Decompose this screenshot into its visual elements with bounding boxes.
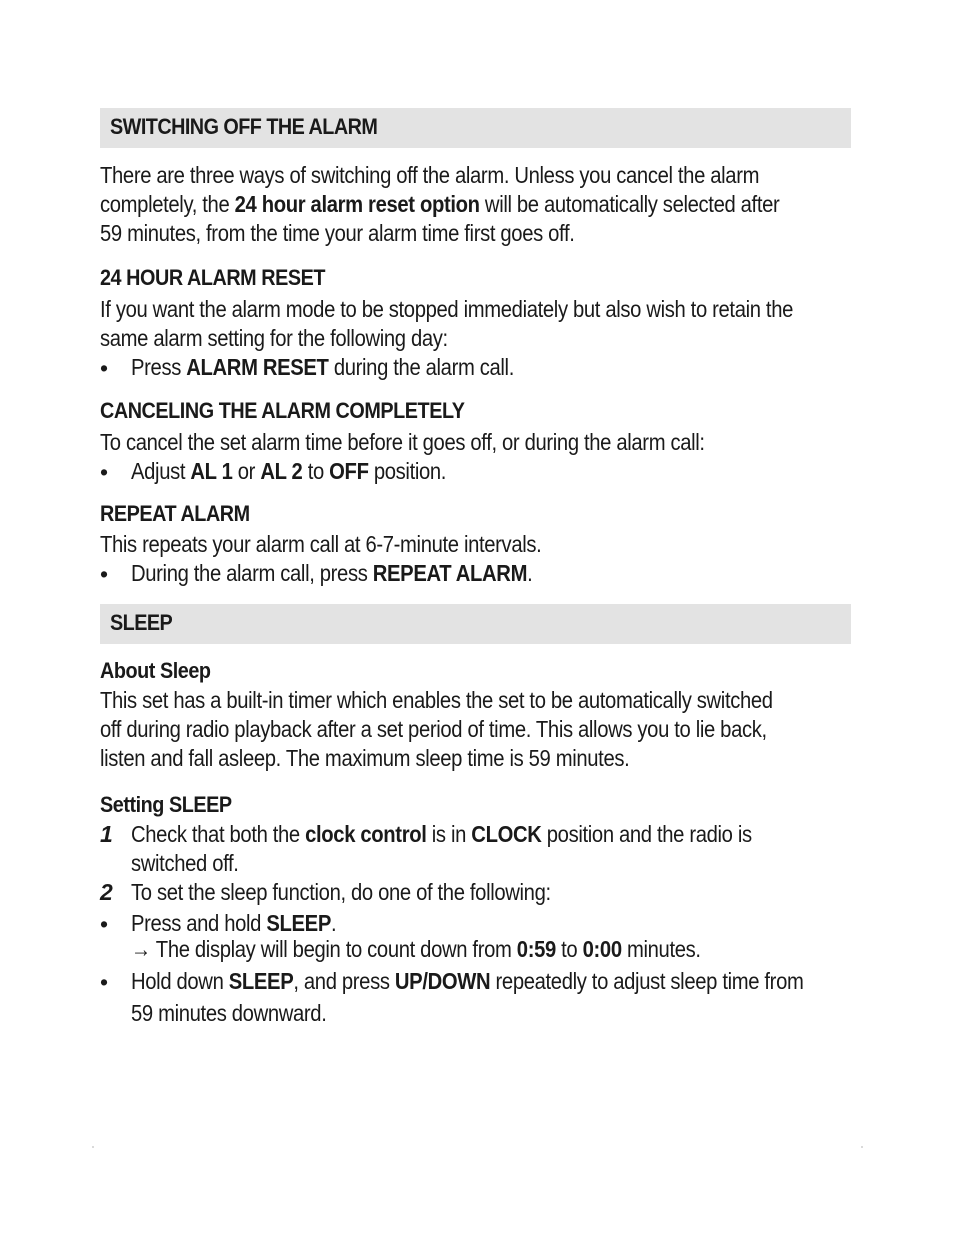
button-name: REPEAT ALARM [372, 560, 528, 586]
corner-mark [92, 1146, 94, 1148]
cancel-item [131, 457, 446, 486]
emphasis: AL 1 [190, 458, 233, 484]
emphasis: 24 hour alarm reset option [234, 191, 480, 217]
text: will be automatically selected after [479, 191, 780, 217]
intro-line-2 [100, 190, 780, 219]
arrow-icon: → [131, 936, 151, 962]
about-line-1: This set has a built-in timer which enables the set to be automatically switched [100, 687, 773, 713]
about-line-3: listen and fall asleep. The maximum sleep time is 59 minutes. [100, 745, 630, 771]
heading-24-hour-reset: 24 HOUR ALARM RESET [100, 265, 326, 290]
bullet: • [100, 355, 109, 381]
reset-line-1: If you want the alarm mode to be stopped immediately but also wish to retain the [100, 296, 793, 322]
text: to [555, 936, 583, 962]
step-number: 1 [100, 821, 113, 847]
button-name: UP/DOWN [394, 968, 491, 994]
reset-paragraph [100, 295, 793, 353]
text: . [330, 910, 337, 936]
text: Check that both the [131, 821, 306, 847]
text: completely, the [100, 191, 235, 217]
emphasis: AL 2 [260, 458, 303, 484]
button-name: ALARM RESET [186, 354, 329, 380]
heading-setting-sleep: Setting SLEEP [100, 792, 232, 817]
bullet: • [100, 911, 109, 937]
emphasis: 0:00 [582, 936, 622, 962]
section-header-sleep [100, 604, 851, 644]
text: . [527, 560, 533, 586]
bullet: • [100, 459, 109, 485]
text: or [232, 458, 261, 484]
section-header-alarm-off [100, 108, 851, 148]
option-2-line-2: 59 minutes downward. [131, 1000, 327, 1026]
text: Press [131, 354, 187, 380]
step-2: To set the sleep function, do one of the following: [131, 879, 551, 905]
bullet: • [100, 969, 109, 995]
reset-line-2: same alarm setting for the following day: [100, 325, 448, 351]
button-name: SLEEP [228, 968, 294, 994]
text: During the alarm call, press [131, 560, 373, 586]
intro-paragraph [100, 161, 780, 248]
text: position and the radio is [541, 821, 752, 847]
text: , and press [293, 968, 395, 994]
emphasis: CLOCK [471, 821, 542, 847]
step-1-line-2: switched off. [131, 850, 239, 876]
button-name: SLEEP [266, 910, 331, 936]
emphasis: OFF [329, 458, 369, 484]
text: position. [368, 458, 447, 484]
heading-canceling: CANCELING THE ALARM COMPLETELY [100, 398, 465, 423]
text: The display will begin to count down from [150, 936, 517, 962]
heading-repeat-alarm: REPEAT ALARM [100, 501, 250, 526]
section-title: SWITCHING OFF THE ALARM [110, 114, 378, 139]
emphasis: clock control [305, 821, 427, 847]
corner-mark [861, 1146, 863, 1148]
text: Adjust [131, 458, 191, 484]
repeat-line-1: This repeats your alarm call at 6-7-minute intervals. [100, 531, 542, 557]
option-2 [131, 967, 803, 1028]
option-2-line-1 [131, 967, 803, 996]
step-number: 2 [100, 879, 113, 905]
emphasis: 0:59 [516, 936, 556, 962]
step-1-line-1 [131, 820, 752, 849]
step-1 [131, 820, 752, 878]
about-line-2: off during radio playback after a set period of time. This allows you to lie back, [100, 716, 767, 742]
section-title: SLEEP [110, 610, 173, 635]
text: repeatedly to adjust sleep time from [490, 968, 804, 994]
heading-about-sleep: About Sleep [100, 658, 211, 683]
bullet: • [100, 561, 109, 587]
repeat-item [131, 559, 532, 588]
text: to [302, 458, 330, 484]
intro-line-3: 59 minutes, from the time your alarm time first goes off. [100, 220, 575, 246]
reset-item [131, 353, 514, 382]
intro-line-1: There are three ways of switching off the alarm. Unless you cancel the alarm [100, 162, 760, 188]
text: Hold down [131, 968, 229, 994]
text: minutes. [621, 936, 701, 962]
text: is in [426, 821, 472, 847]
text: Press and hold [131, 910, 267, 936]
cancel-line-1: To cancel the set alarm time before it goes off, or during the alarm call: [100, 429, 705, 455]
option-1 [131, 909, 336, 938]
text: during the alarm call. [328, 354, 514, 380]
about-sleep-paragraph [100, 686, 773, 773]
option-1-result [131, 936, 701, 963]
